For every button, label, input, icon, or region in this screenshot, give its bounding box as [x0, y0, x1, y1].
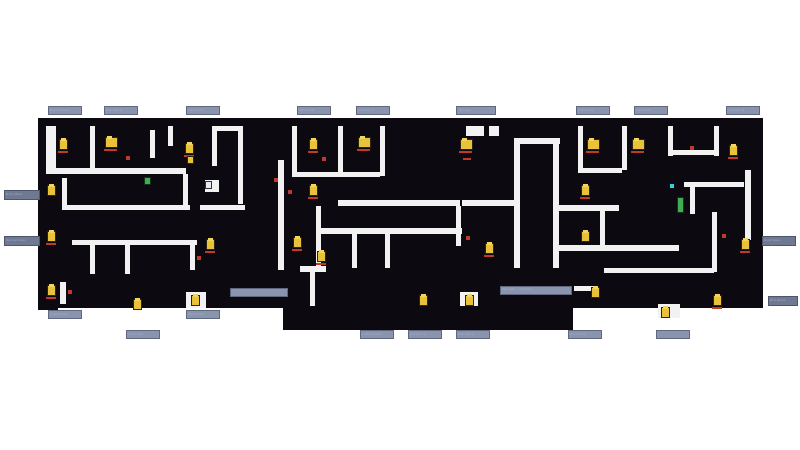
interest-marker[interactable]	[466, 236, 470, 240]
unit-friendly[interactable]	[186, 144, 193, 153]
unit-friendly[interactable]	[192, 296, 199, 305]
wall-e-v5	[690, 186, 695, 214]
wall-w-h2	[56, 168, 186, 174]
floor-west-lower	[38, 255, 58, 310]
wall-e-h2	[668, 150, 714, 155]
unit-medic[interactable]	[678, 198, 683, 212]
wall-e-v1	[578, 126, 583, 170]
wall-w-v7	[125, 244, 130, 274]
corridor-banner-west[interactable]	[230, 288, 288, 297]
interest-marker[interactable]	[722, 234, 726, 238]
wall-c-v1	[292, 126, 297, 172]
interest-marker[interactable]	[197, 256, 201, 260]
unit-friendly[interactable]	[310, 140, 317, 149]
unit-friendly[interactable]	[48, 232, 55, 241]
unit-friendly[interactable]	[294, 238, 301, 247]
room-label-top-4: Corridor N	[358, 108, 374, 112]
wall-w-h1	[46, 126, 56, 174]
unit-health-tick	[740, 251, 750, 253]
unit-health-tick	[292, 249, 302, 251]
wall-c-h7	[462, 200, 514, 206]
unit-friendly[interactable]	[582, 186, 589, 195]
door-bottom-8[interactable]	[656, 330, 690, 339]
unit-health-tick	[58, 151, 68, 153]
room-label-bottom-3: Lobby South	[362, 332, 382, 336]
unit-engineer[interactable]	[145, 178, 150, 184]
unit-friendly[interactable]	[134, 300, 141, 309]
wall-w-v1	[90, 126, 95, 170]
unit-health-tick	[104, 149, 117, 151]
room-label-bottom-0: Loading Bay	[50, 312, 69, 316]
room-label-bottom-4: Corridor S	[410, 332, 426, 336]
room-label-top-8: Stairwell B	[728, 108, 745, 112]
unit-friendly[interactable]	[60, 140, 67, 149]
wall-c-v3	[380, 126, 385, 176]
wall-w-v4	[183, 174, 188, 208]
room-label-bottom-5: Stairwell C	[458, 332, 475, 336]
wall-w-h6	[212, 126, 242, 131]
unit-friendly[interactable]	[310, 186, 317, 195]
unit-friendly[interactable]	[588, 140, 599, 149]
interest-marker[interactable]	[126, 156, 130, 160]
wall-w-v8	[190, 244, 195, 270]
room-label-bottom-6: Exit South	[570, 332, 586, 336]
wall-c-v5	[352, 234, 357, 268]
room-label-left-0: Entry West	[6, 192, 23, 196]
unit-friendly[interactable]	[633, 140, 644, 149]
wall-c-v9	[600, 211, 605, 247]
unit-friendly[interactable]	[48, 186, 55, 195]
objective-label: Main Hall — Objective	[502, 287, 532, 291]
unit-friendly[interactable]	[592, 288, 599, 297]
interest-marker[interactable]	[68, 290, 72, 294]
unit-health-tick	[463, 158, 471, 160]
wall-e-v4	[714, 126, 719, 156]
unit-health-tick	[308, 151, 318, 153]
unit-friendly[interactable]	[742, 240, 749, 249]
wall-c-v8	[310, 272, 315, 306]
unit-friendly[interactable]	[318, 252, 325, 261]
wall-w-v2	[150, 130, 155, 158]
unit-health-tick	[580, 197, 590, 199]
unit-health-tick	[484, 255, 494, 257]
unit-friendly[interactable]	[48, 286, 55, 295]
wall-c-v6	[385, 234, 390, 268]
wall-c-h5	[466, 126, 484, 136]
unit-health-tick	[728, 157, 738, 159]
wall-c-h1	[292, 172, 380, 177]
room-label-top-1: Stairwell A	[106, 108, 123, 112]
wall-e-h4	[604, 268, 714, 273]
unit-health-tick	[205, 251, 215, 253]
room-label-top-3: Office 102	[299, 108, 315, 112]
wall-w-v9	[238, 126, 243, 204]
wall-c-h2	[338, 200, 460, 206]
wall-w-v6	[90, 244, 95, 274]
interest-marker[interactable]	[288, 190, 292, 194]
unit-health-tick	[586, 151, 599, 153]
wall-c-h6	[489, 126, 499, 136]
wall-w-v10	[212, 126, 217, 166]
wall-w-v3	[168, 126, 173, 146]
wall-c-h9	[559, 245, 679, 251]
unit-health-tick	[631, 151, 644, 153]
unit-friendly[interactable]	[730, 146, 737, 155]
unit-friendly[interactable]	[359, 138, 370, 147]
room-label-top-7: Office 111	[636, 108, 652, 112]
unit-health-tick	[712, 307, 722, 309]
unit-friendly[interactable]	[461, 140, 472, 149]
unit-friendly[interactable]	[188, 157, 193, 163]
wall-c-crossh	[514, 138, 560, 144]
unit-friendly[interactable]	[466, 296, 473, 305]
unit-friendly[interactable]	[714, 296, 721, 305]
room-label-top-2: Office 101	[188, 108, 204, 112]
wall-c-crossv	[514, 138, 520, 268]
unit-health-tick	[46, 243, 56, 245]
room-label-right-1: Exit Ramp	[770, 298, 786, 302]
wall-c-h8	[559, 205, 619, 211]
interest-marker[interactable]	[690, 146, 694, 150]
unit-friendly[interactable]	[582, 232, 589, 241]
unit-health-tick	[357, 149, 370, 151]
wall-c-v2	[338, 126, 343, 172]
unit-friendly[interactable]	[486, 244, 493, 253]
wall-w-h5	[200, 205, 245, 210]
room-label-top-6: Office 110	[578, 108, 594, 112]
unit-friendly[interactable]	[207, 240, 214, 249]
wall-w-v5	[62, 178, 67, 208]
wall-w-h3	[62, 205, 190, 210]
room-label-right-0: Entry East	[764, 238, 780, 242]
wall-c-v7	[456, 206, 461, 246]
scout-marker[interactable]	[670, 184, 674, 188]
wall-e-h1	[578, 168, 622, 173]
unit-object[interactable]	[206, 182, 211, 188]
unit-friendly[interactable]	[662, 308, 669, 317]
wall-e-v7	[745, 170, 751, 240]
unit-friendly[interactable]	[106, 138, 117, 147]
interest-marker[interactable]	[274, 178, 278, 182]
wall-e-v6	[712, 212, 717, 272]
unit-health-tick	[459, 151, 472, 153]
interest-marker[interactable]	[322, 157, 326, 161]
unit-health-tick	[316, 263, 326, 265]
room-label-bottom-2: Office 202	[188, 312, 204, 316]
room-label-top-5: Storage	[459, 108, 471, 112]
wall-w-h8	[278, 160, 284, 270]
unit-friendly[interactable]	[420, 296, 427, 305]
unit-health-tick	[46, 297, 56, 299]
unit-health-tick	[308, 197, 318, 199]
floor-west-block	[38, 118, 283, 308]
wall-w-h7	[60, 282, 66, 304]
room-label-top-0: Breach Point	[50, 108, 70, 112]
room-label-bottom-1: Office 201	[128, 332, 144, 336]
room-label-left-1: Service Door	[6, 238, 26, 242]
wall-e-v2	[622, 126, 627, 170]
